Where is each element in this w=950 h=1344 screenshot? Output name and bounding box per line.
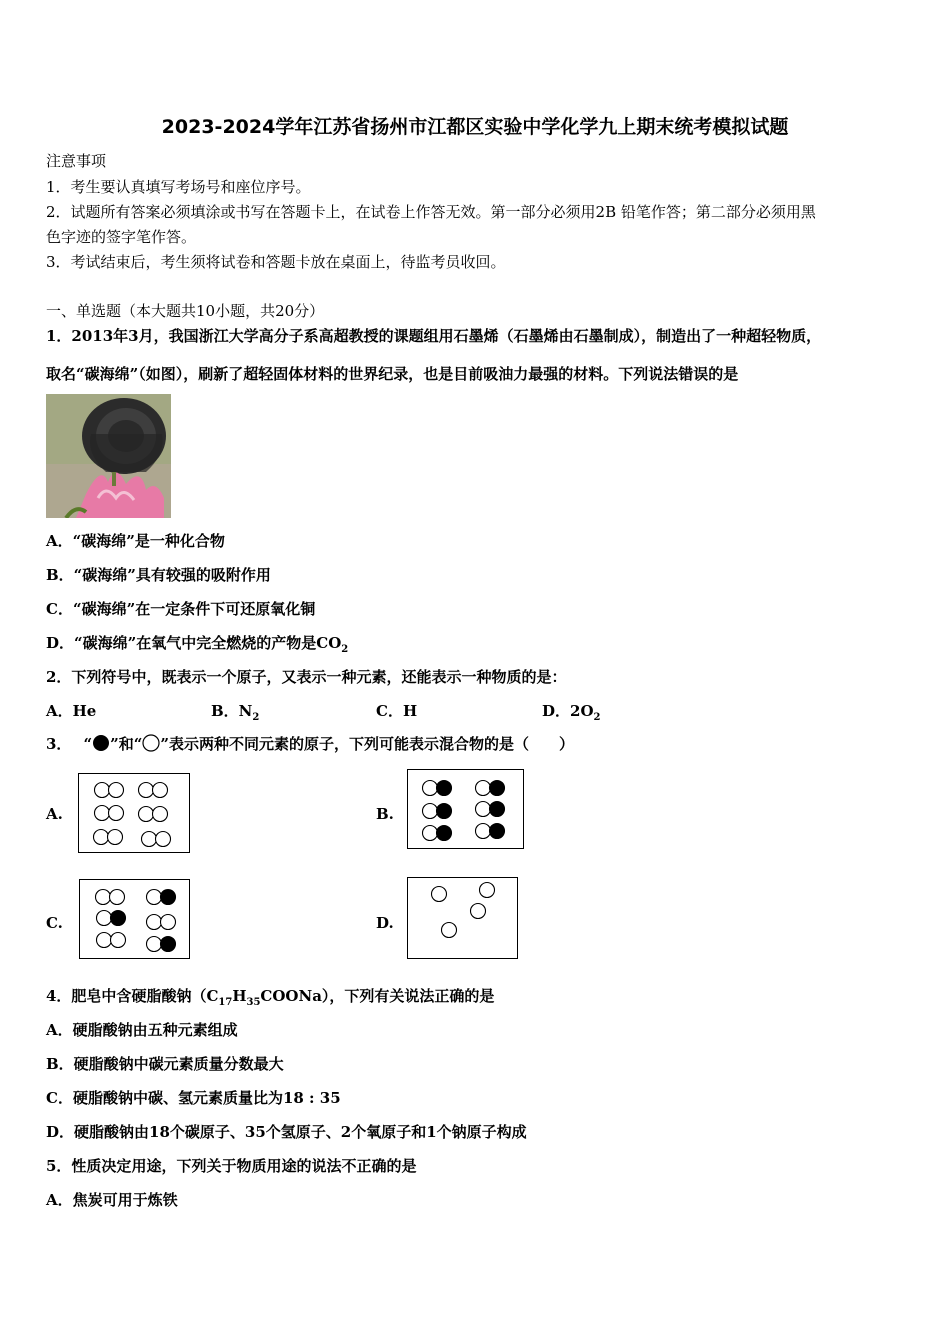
black-atom-icon xyxy=(92,734,110,752)
notice-item: 2．试题所有答案必须填涂或书写在答题卡上，在试卷上作答无效。第一部分必须用2B 铅笔作答；第二部分必须用黑 xyxy=(46,203,816,221)
q3-diagram-d xyxy=(407,877,518,959)
q4-stem: 4．肥皂中含硬脂酸钠$(C_{17}H_{35}COONa)$，下列有关说法正确的是 xyxy=(46,987,495,1008)
q1-stem-line1: 1．2013年3月，我国浙江大学高分子系高超教授的课题组用石墨烯（石墨烯由石墨制成），制造出了一种超轻物质， xyxy=(46,327,822,345)
q2-option-a: A．He xyxy=(46,702,97,720)
q3-diagram-a xyxy=(78,773,190,853)
q5-option-a: A．焦炭可用于炼铁 xyxy=(46,1191,178,1209)
notice-item: 3．考试结束后，考生须将试卷和答题卡放在桌面上，待监考员收回。 xyxy=(46,253,506,271)
white-atom-icon xyxy=(142,734,160,752)
q2-stem: 2．下列符号中，既表示一个原子，又表示一种元素，还能表示一种物质的是： xyxy=(46,668,567,686)
q1-stem-line2: 取名“碳海绵”（如图），刷新了超轻固体材料的世界纪录，也是目前吸油力最强的材料。下列说法错误的是 xyxy=(46,365,739,383)
q3-label-d: D. xyxy=(376,914,394,932)
q4-option-b: B．硬脂酸钠中碳元素质量分数最大 xyxy=(46,1055,284,1073)
q4-option-d: D．硬脂酸钠由18个碳原子、35个氢原子、2个氧原子和1个钠原子构成 xyxy=(46,1123,527,1141)
carbon-sponge-photo xyxy=(46,394,171,518)
q3-label-c: C. xyxy=(46,914,63,932)
q2-option-d: D．$2O_2$ xyxy=(542,702,601,723)
q5-stem: 5．性质决定用途，下列关于物质用途的说法不正确的是 xyxy=(46,1157,417,1175)
q2-option-c: C．H xyxy=(376,702,418,720)
q1-option-d: D．“碳海绵”在氧气中完全燃烧的产物是$CO_2$ xyxy=(46,634,349,655)
notice-item: 色字迹的签字笔作答。 xyxy=(46,228,197,246)
page-title: 2023-2024学年江苏省扬州市江都区实验中学化学九上期末统考模拟试题 xyxy=(161,116,789,138)
q3-diagram-c xyxy=(79,879,190,959)
q2-option-b: B．$N_2$ xyxy=(211,702,260,723)
q3-label-b: B. xyxy=(376,805,394,823)
q4-option-a: A．硬脂酸钠由五种元素组成 xyxy=(46,1021,238,1039)
q3-stem: 3． “ ”和“ ”表示两种不同元素的原子，下列可能表示混合物的是（ ） xyxy=(46,735,574,753)
notice-heading: 注意事项 xyxy=(46,152,107,170)
q3-diagram-b xyxy=(407,769,524,849)
q1-option-a: A．“碳海绵”是一种化合物 xyxy=(46,532,225,550)
q3-label-a: A. xyxy=(46,805,63,823)
q1-option-b: B．“碳海绵”具有较强的吸附作用 xyxy=(46,566,271,584)
q1-option-c: C．“碳海绵”在一定条件下可还原氧化铜 xyxy=(46,600,316,618)
section-heading: 一、单选题（本大题共10小题，共20分） xyxy=(46,302,325,320)
notice-item: 1．考生要认真填写考场号和座位序号。 xyxy=(46,178,311,196)
q4-option-c: C．硬脂酸钠中碳、氢元素质量比为18 : 35 xyxy=(46,1089,341,1107)
